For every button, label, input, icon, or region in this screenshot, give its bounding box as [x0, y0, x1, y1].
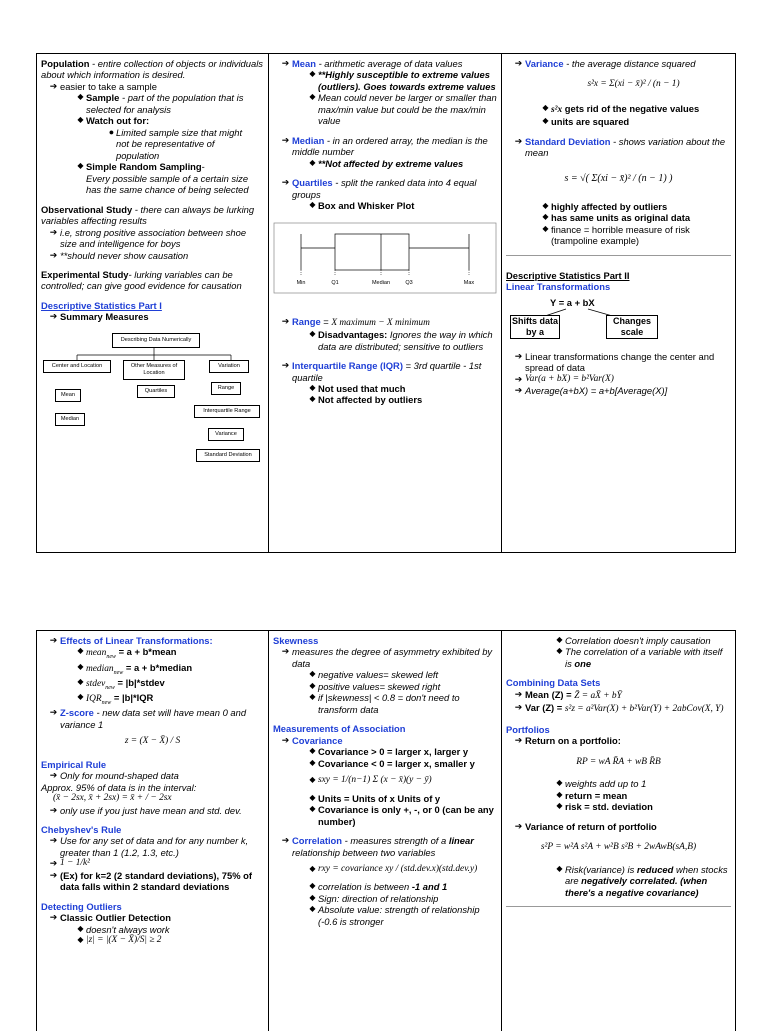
observational-study: Observational Study - there can always be lurking variables affecting results [41, 203, 255, 227]
list-item: ➔ only use if you just have mean and std. dev. [41, 805, 264, 816]
arrow-icon: ➔ [514, 702, 523, 713]
list-item: ◆ **Not affected by extreme values [273, 158, 497, 169]
list-item: ◆ Covariance < 0 = larger x, smaller y [273, 758, 497, 769]
tree-node-root: Describing Data Numerically [112, 333, 200, 348]
arrow-icon: ➔ [514, 373, 523, 384]
list-item: ◆ s²x gets rid of the negative values [506, 103, 731, 116]
list-item: ◆ negative values= skewed left [273, 669, 497, 680]
list-item: ➔ Return on a portfolio: [506, 735, 731, 746]
section-heading: Measurements of Association [273, 723, 406, 735]
list-item: ➔ Linear transformations change the center and spread of data [506, 351, 731, 374]
z-score-formula: z = (X − X̄) / S [124, 736, 181, 747]
list-item: ➔ Standard Deviation - shows variation about the mean [506, 136, 731, 159]
tree-node-variance: Variance [208, 428, 244, 441]
arrow-icon: ➔ [514, 735, 523, 746]
list-item: ◆ positive values= skewed right [273, 681, 497, 692]
arrow-icon: ➔ [514, 135, 523, 146]
list-item: ➔ Mean (Z) = Z̄ = aX̄ + bȲ [506, 689, 731, 702]
arrow-icon: ➔ [49, 226, 58, 237]
arrow-icon: ➔ [281, 835, 290, 846]
range-formula: X maximum − X minimum [331, 317, 430, 328]
list-item: ◆ Watch out for: [41, 115, 264, 126]
diamond-bullet-icon: ◆ [77, 661, 84, 671]
list-item: ◆ Simple Random Sampling- Every possible sample of a certain size has the same chance of being selected [41, 161, 264, 195]
arrow-icon: ➔ [49, 80, 58, 91]
lt-scale-box: Changes scale [606, 315, 658, 339]
lt-shift-box: Shifts data by a [511, 316, 558, 337]
bw-label-median: Median [371, 279, 391, 286]
list-item: ◆ if |skewness| < 0.8 = don't need to transform data [273, 692, 497, 715]
diamond-bullet-icon: ◆ [309, 804, 316, 814]
diamond-bullet-icon: ◆ [309, 746, 316, 756]
section-heading: Chebyshev's Rule [41, 823, 122, 835]
list-item: ➔ Covariance [273, 735, 497, 746]
list-item: ➔ 1 − 1/k² [41, 858, 264, 869]
diamond-bullet-icon: ◆ [542, 223, 549, 233]
list-item: ◆ **Highly susceptible to extreme values (outliers). Goes towards extreme values [273, 69, 497, 92]
list-item: ◆ Covariance is only +, -, or 0 (can be any number) [273, 804, 497, 827]
list-item: ◆ risk = std. deviation [506, 801, 731, 812]
tree-node-center: Center and Location [43, 360, 111, 373]
list-item: ➔ (Ex) for k=2 (2 standard deviations), 75% of data falls within 2 standard deviations [41, 870, 264, 893]
bw-label-max: Max [463, 279, 475, 286]
list-item: ➔ **should never show causation [41, 250, 264, 261]
experimental-study: Experimental Study- lurking variables can be controlled; can give good evidence for causation [41, 268, 242, 292]
bw-label-q3: Q3 [405, 279, 413, 286]
notes-page-1 [36, 53, 736, 553]
page1-column-1 [37, 54, 269, 552]
portfolio-return-formula: RP = wA R̄A + wB R̄B [576, 756, 661, 767]
list-item: ◆ Mean could never be larger or smaller than max/min value but could be the max/min value [273, 92, 497, 126]
list-item: ➔ Correlation - measures strength of a linear relationship between two variables [273, 835, 497, 858]
diamond-bullet-icon: ◆ [542, 102, 549, 112]
diamond-bullet-icon: ◆ [556, 801, 563, 811]
section-heading: Detecting Outliers [41, 900, 122, 912]
tree-node-mean: Mean [55, 389, 81, 402]
box-whisker-plot [273, 222, 497, 294]
diamond-bullet-icon: ◆ [542, 116, 549, 126]
diamond-bullet-icon: ◆ [556, 646, 563, 656]
list-item: ◆ stdev$_{new}$ = |b|*stdev [41, 677, 264, 692]
list-item: ◆ Units = Units of x Units of y [273, 793, 497, 804]
page1-column-3 [502, 54, 735, 552]
diamond-bullet-icon: ◆ [77, 676, 84, 686]
list-item: ◆ |z| = |(X − X̄)/S| ≥ 2 [41, 935, 264, 946]
list-item: ◆ weights add up to 1 [506, 778, 731, 789]
tree-node-stddev: Standard Deviation [196, 449, 260, 462]
arrow-icon: ➔ [281, 360, 290, 371]
page2-column-1: ➔ Effects of Linear Transformations: ◆ mean$_{new}$ = a + b*mean ◆ median$_{new}$ = a + b*median ◆ stdev$_{new}$ = |b|*stdev ◆ $IQR_{new} = |b|*IQR$ ➔ Z-score - new data set will have mean 0 and variance 1 z = (X − X̄) / S Empirical Rule ➔ Only for mound-shaped data Approx. 95% of data is in the interval: (x̄ − 2sx, x̄ + 2sx) = x̄ + / − 2sx ➔ only use if you just have mean and std. dev. Chebyshev's Rule ➔ Use for any set of data and for any number k, greater than 1 (1.2, 1.3, etc.) ➔ 1 − 1/k² ➔ (Ex) for k=2 (2 standard deviations), 75% of data falls within 2 standard deviations Detecting Outliers ➔ Classic Outlier Detection ◆ doesn't always work ◆ |z| = |(X − X̄)/S| ≥ 2 [37, 631, 269, 1031]
list-item: ◆ sxy = 1/(n−1) Σ (x − x̄)(y − ȳ) [273, 775, 497, 786]
list-item: ➔ Var(a + bX) = b²Var(X) [506, 374, 731, 385]
list-item: ◆ The correlation of a variable with itself is one [506, 646, 731, 669]
page1-column-2 [269, 54, 502, 552]
diamond-bullet-icon: ◆ [309, 157, 316, 167]
list-item: ➔ Quartiles - split the ranked data into 4 equal groups [273, 177, 497, 200]
std-dev-formula: s = √( Σ(xi − x̄)² / (n − 1) ) [564, 172, 673, 184]
list-item: ➔ easier to take a sample [41, 81, 264, 92]
diamond-bullet-icon: ◆ [309, 881, 316, 891]
subsection-heading: Linear Transformations [506, 281, 611, 293]
arrow-icon: ➔ [281, 646, 290, 657]
diamond-bullet-icon: ◆ [309, 92, 316, 102]
arrow-icon: ➔ [281, 315, 290, 326]
list-item: ➔ measures the degree of asymmetry exhibited by data [273, 646, 497, 669]
list-item: ◆ doesn't always work [41, 924, 264, 935]
list-item: ➔ Var (Z) = s²z = a²Var(X) + b²Var(Y) + 2abCov(X, Y) [506, 702, 731, 715]
arrow-icon: ➔ [514, 688, 523, 699]
section-heading: Skewness [273, 635, 319, 646]
list-item: ◆ median$_{new}$ = a + b*median [41, 662, 264, 677]
tree-node-range: Range [211, 382, 241, 395]
arrow-icon: ➔ [49, 869, 58, 880]
diamond-bullet-icon: ◆ [556, 778, 563, 788]
list-item: ➔ Classic Outlier Detection [41, 912, 264, 923]
arrow-icon: ➔ [49, 635, 58, 645]
arrow-icon: ➔ [49, 804, 58, 815]
diamond-bullet-icon: ◆ [556, 789, 563, 799]
list-item: ◆ return = mean [506, 790, 731, 801]
list-item: ◆ Box and Whisker Plot [273, 200, 497, 211]
diamond-bullet-icon: ◆ [309, 757, 316, 767]
arrow-icon: ➔ [49, 311, 58, 322]
diamond-bullet-icon: ◆ [542, 201, 549, 210]
arrow-icon: ➔ [281, 134, 290, 145]
diamond-bullet-icon: ◆ [556, 635, 563, 644]
linear-transform-diagram [506, 297, 731, 337]
arrow-icon: ➔ [281, 734, 290, 745]
tree-node-other: Other Measures of Location [123, 360, 185, 380]
list-item: ➔ Only for mound-shaped data [41, 770, 264, 781]
list-item: ◆ Covariance > 0 = larger x, larger y [273, 746, 497, 757]
list-item: ➔ Use for any set of data and for any number k, greater than 1 (1.2, 1.3, etc.) [41, 835, 264, 858]
arrow-icon: ➔ [514, 58, 523, 68]
section-heading: Descriptive Statistics Part II [506, 269, 630, 281]
list-item: ◆ correlation is between -1 and 1 [273, 881, 497, 892]
diamond-bullet-icon: ◆ [309, 382, 316, 392]
tree-node-iqr: Interquartile Range [194, 405, 260, 418]
diamond-bullet-icon: ◆ [309, 792, 316, 802]
diamond-bullet-icon: ◆ [309, 892, 316, 902]
diamond-bullet-icon: ◆ [77, 692, 84, 702]
list-item: ◆ units are squared [506, 116, 731, 127]
diamond-bullet-icon: ◆ [77, 92, 84, 102]
diamond-bullet-icon: ◆ [77, 935, 84, 945]
diamond-bullet-icon: ◆ [309, 775, 316, 785]
list-item: ➔ Summary Measures [41, 311, 264, 322]
variance-formula: s²x = Σ(xi − x̄)² / (n − 1) [587, 79, 680, 90]
list-item: ◆ Risk(variance) is reduced when stocks are negatively correlated. (when there's a negative covariance) [506, 864, 731, 898]
bullet-icon: ● [108, 126, 115, 137]
page2-column-2 [269, 631, 502, 1031]
list-item: ◆ Sign: direction of relationship [273, 893, 497, 904]
list-item: ➔ Median - in an ordered array, the median is the middle number [273, 135, 497, 158]
list-item: ➔ Interquartile Range (IQR) = 3rd quartile - 1st quartile [273, 360, 497, 383]
tree-node-quartiles: Quartiles [137, 385, 175, 398]
diamond-bullet-icon: ◆ [77, 646, 84, 656]
tree-node-variation: Variation [209, 360, 249, 373]
diamond-bullet-icon: ◆ [309, 680, 316, 690]
section-heading: Portfolios [506, 723, 550, 735]
list-item: ◆ Sample - part of the population that is selected for analysis [41, 92, 264, 115]
list-item: ◆ has same units as original data [506, 212, 731, 223]
bw-label-min: Min [296, 279, 306, 286]
arrow-icon: ➔ [49, 835, 58, 846]
arrow-icon: ➔ [49, 249, 58, 260]
diamond-bullet-icon: ◆ [309, 692, 316, 702]
list-item: ◆ $IQR_{new} = |b|*IQR$ [41, 692, 264, 707]
arrow-icon: ➔ [514, 385, 523, 396]
list-item: ➔ Effects of Linear Transformations: [41, 635, 264, 646]
list-item: ◆ Correlation doesn't imply causation [506, 635, 731, 646]
arrow-icon: ➔ [49, 707, 58, 718]
list-item: ➔ Mean - arithmetic average of data values [273, 58, 497, 69]
list-item: ➔ i.e, strong positive association between shoe size and intelligence for boys [41, 227, 264, 250]
list-item: ◆ mean$_{new}$ = a + b*mean [41, 646, 264, 661]
arrow-icon: ➔ [281, 58, 290, 68]
list-item: ● Limited sample size that might not be representative of population [108, 126, 243, 161]
section-heading: Empirical Rule [41, 758, 107, 770]
list-item: ◆ highly affected by outliers [506, 201, 731, 212]
divider [506, 255, 731, 256]
arrow-icon: ➔ [49, 912, 58, 923]
diamond-bullet-icon: ◆ [309, 904, 316, 914]
lt-equation: Y = a + bX [550, 296, 595, 308]
list-item: ➔ Average(a+bX) = a+b[Average(X)] [506, 385, 731, 396]
arrow-icon: ➔ [281, 177, 290, 188]
arrow-icon: ➔ [514, 820, 523, 831]
tree-node-median: Median [55, 413, 85, 426]
diamond-bullet-icon: ◆ [556, 863, 563, 873]
diamond-bullet-icon: ◆ [309, 200, 316, 210]
bw-label-q1: Q1 [331, 279, 339, 286]
list-item: ◆ rxy = covariance xy / (std.dev.x)(std.dev.y) [273, 864, 497, 875]
page2-column-3 [502, 631, 735, 1031]
diamond-bullet-icon: ◆ [309, 69, 316, 79]
diamond-bullet-icon: ◆ [542, 212, 549, 222]
diamond-bullet-icon: ◆ [309, 669, 316, 679]
diamond-bullet-icon: ◆ [309, 394, 316, 404]
list-item: ◆ finance = horrible measure of risk (trampoline example) [506, 224, 731, 247]
section-heading: Combining Data Sets [506, 677, 601, 689]
list-item: ◆ Disadvantages: Ignores the way in which data are distributed; sensitive to outliers [273, 329, 497, 352]
empirical-formula: (x̄ − 2sx, x̄ + 2sx) = x̄ + / − 2sx [53, 793, 172, 804]
diamond-bullet-icon: ◆ [77, 115, 84, 125]
arrow-icon: ➔ [514, 350, 523, 361]
population-definition: Population - entire collection of objects or individuals about which information is desired. [41, 58, 263, 81]
summary-measures-tree [41, 327, 264, 477]
arrow-icon: ➔ [49, 858, 58, 869]
notes-page-2 [36, 630, 736, 1031]
diamond-bullet-icon: ◆ [77, 161, 84, 171]
divider [506, 906, 731, 907]
list-item: ◆ Not affected by outliers [273, 394, 497, 405]
list-item: ◆ Absolute value: strength of relationship (-0.6 is stronger [273, 904, 497, 927]
portfolio-variance-formula: s²P = w²A s²A + w²B s²B + 2wAwB(sA,B) [540, 842, 697, 853]
section-heading: Descriptive Statistics Part I [41, 299, 162, 311]
diamond-bullet-icon: ◆ [309, 863, 316, 873]
diamond-bullet-icon: ◆ [309, 329, 316, 339]
arrow-icon: ➔ [49, 770, 58, 781]
list-item: ➔ Variance of return of portfolio [506, 821, 731, 832]
list-item: ➔ Variance - the average distance squared [506, 58, 731, 69]
list-item: ➔ Z-score - new data set will have mean 0 and variance 1 [41, 707, 264, 730]
list-item: ◆ Not used that much [273, 383, 497, 394]
list-item: ➔ Range = X maximum − X minimum [273, 316, 497, 329]
diamond-bullet-icon: ◆ [77, 923, 84, 933]
